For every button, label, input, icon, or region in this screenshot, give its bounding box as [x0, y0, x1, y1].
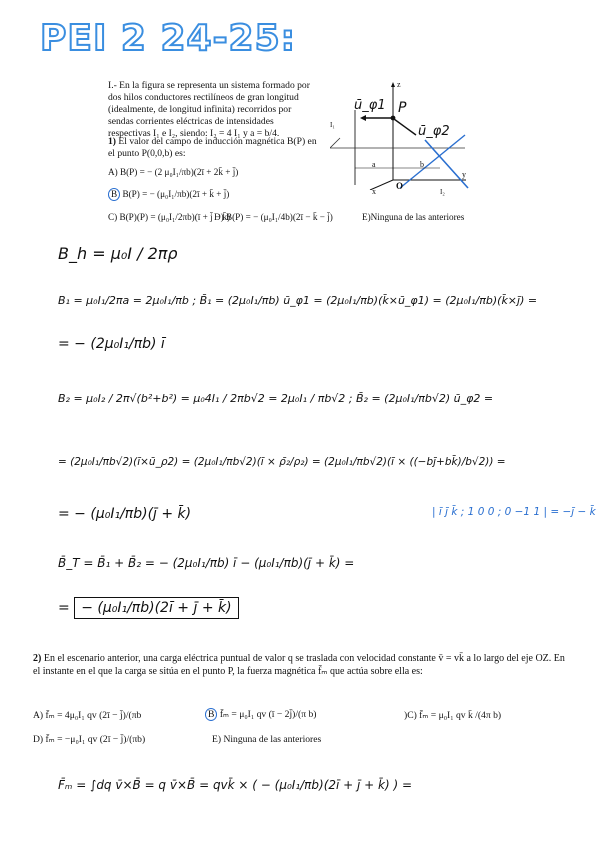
problem2-option-e: E) Ninguna de las anteriores: [212, 734, 322, 745]
figure-label-y: y: [462, 170, 466, 179]
hw2-line1: F̄ₘ = ∫dq v̄×B̄ = q v̄×B̄ = qvk̄ × ( − (μ₀I₁/πb)(2ī + j̄ + k̄) ) =: [58, 778, 413, 792]
problem1-option-b: B B(P) = − (μ₀I₁/πb)(2ī + k̄ + j̄): [108, 188, 229, 201]
problem1-option-e: E)Ninguna de las anteriores: [362, 212, 465, 222]
page-title: PEI 2 24-25:: [40, 18, 297, 59]
figure-label-O: O: [396, 181, 404, 191]
problem2-question: 2) En el escenario anterior, una carga eléctrica puntual de valor q se traslada con velocidad constante v̄ = vk̄ a lo largo del eje OZ. En el instante en el que la carga se sitúa en el punto P, la fuerza magnética f̄ₘ que actúa sobre ella es:: [33, 653, 565, 677]
hw1-line4: B₂ = μ₀I₂ / 2π√(b²+b²) = μ₀4I₁ / 2πb√2 = 2μ₀I₁ / πb√2 ; B̄₂ = (2μ₀I₁/πb√2) ū_φ2 =: [58, 392, 494, 405]
figure-label-u2: ū_φ2: [418, 124, 450, 139]
hw1-line1: B_h = μ₀I / 2πρ: [58, 244, 178, 263]
problem1-option-d: D) B(P) = − (μ₀I₁/4b)(2ī − k̄ − j̄): [214, 212, 333, 222]
figure-label-b: b: [420, 160, 424, 169]
problem1-intro: I.- En la figura se representa un sistema formado por dos hilos conductores rectilíneos de gran longitud (idealmente, de longitud infinita) recorridos por sendas corrientes eléctricas de intensidades respectivas I₁ e I₂, siendo: I₂ = 4 I₁ y a = b/4.: [108, 80, 310, 139]
problem2-option-a: A) f̄ₘ = 4μ₀I₁ qv (2ī − j̄)/(πb: [33, 710, 142, 721]
hw1-line2: B₁ = μ₀I₁/2πa = 2μ₀I₁/πb ; B̄₁ = (2μ₀I₁/πb) ū_φ1 = (2μ₀I₁/πb)(k̄×ū_φ1) = (2μ₀I₁/πb)(k̄×j̄) =: [58, 294, 538, 307]
problem1-option-a: A) B(P) = − (2 μ₀I₁/πb)(2ī + 2k̄ + j̄): [108, 167, 239, 177]
hw1-line7: B̄_T = B̄₁ + B̄₂ = − (2μ₀I₁/πb) ī − (μ₀I₁/πb)(j̄ + k̄) =: [58, 556, 355, 570]
figure-label-I2: I₂: [440, 188, 445, 196]
hw1-line3: = − (2μ₀I₁/πb) ī: [58, 336, 165, 352]
problem1-option-c: C) B(P)(P) = (μ₀I₁/2πb)(ī + j̄ − k̄): [108, 212, 231, 222]
hw1-line8: = − (μ₀I₁/πb)(2ī + j̄ + k̄): [58, 600, 239, 616]
hw1-line6: = − (μ₀I₁/πb)(j̄ + k̄): [58, 506, 192, 522]
hw1-line5: = (2μ₀I₁/πb√2)(ī×ū_ρ2) = (2μ₀I₁/πb√2)(ī × ρ̄₂/ρ₂) = (2μ₀I₁/πb√2)(ī × ((−bj̄+bk̄)/b√2)) =: [58, 456, 506, 468]
selected-answer-b2: B: [205, 708, 217, 721]
figure-label-z: z: [397, 80, 401, 89]
figure-label-a: a: [372, 160, 376, 169]
final-answer-box: − (μ₀I₁/πb)(2ī + j̄ + k̄): [74, 597, 238, 619]
problem2-option-b: B f̄ₘ = μ₀I₁ qv (ī − 2j̄)/(π b): [205, 708, 316, 721]
selected-answer-b: B: [108, 188, 120, 201]
problem1-question: 1) El valor del campo de inducción magnética B(P) en el punto P(0,0,b) es:: [108, 136, 317, 159]
problem2-option-d: D) f̄ₘ = −μ₀I₁ qv (2ī − j̄)/(πb): [33, 734, 146, 745]
hw1-determinant: | ī j̄ k̄ ; 1 0 0 ; 0 −1 1 | = −j̄ − k̄: [432, 506, 596, 518]
figure-label-x: x: [372, 187, 376, 196]
figure-label-u1: ū_φ1: [354, 98, 386, 113]
figure-label-I1: I₁: [330, 121, 335, 129]
figure-label-P: P: [398, 100, 407, 116]
problem2-option-c: )C) f̄ₘ = μ₀I₁ qv k̄ /(4π b): [404, 710, 502, 721]
